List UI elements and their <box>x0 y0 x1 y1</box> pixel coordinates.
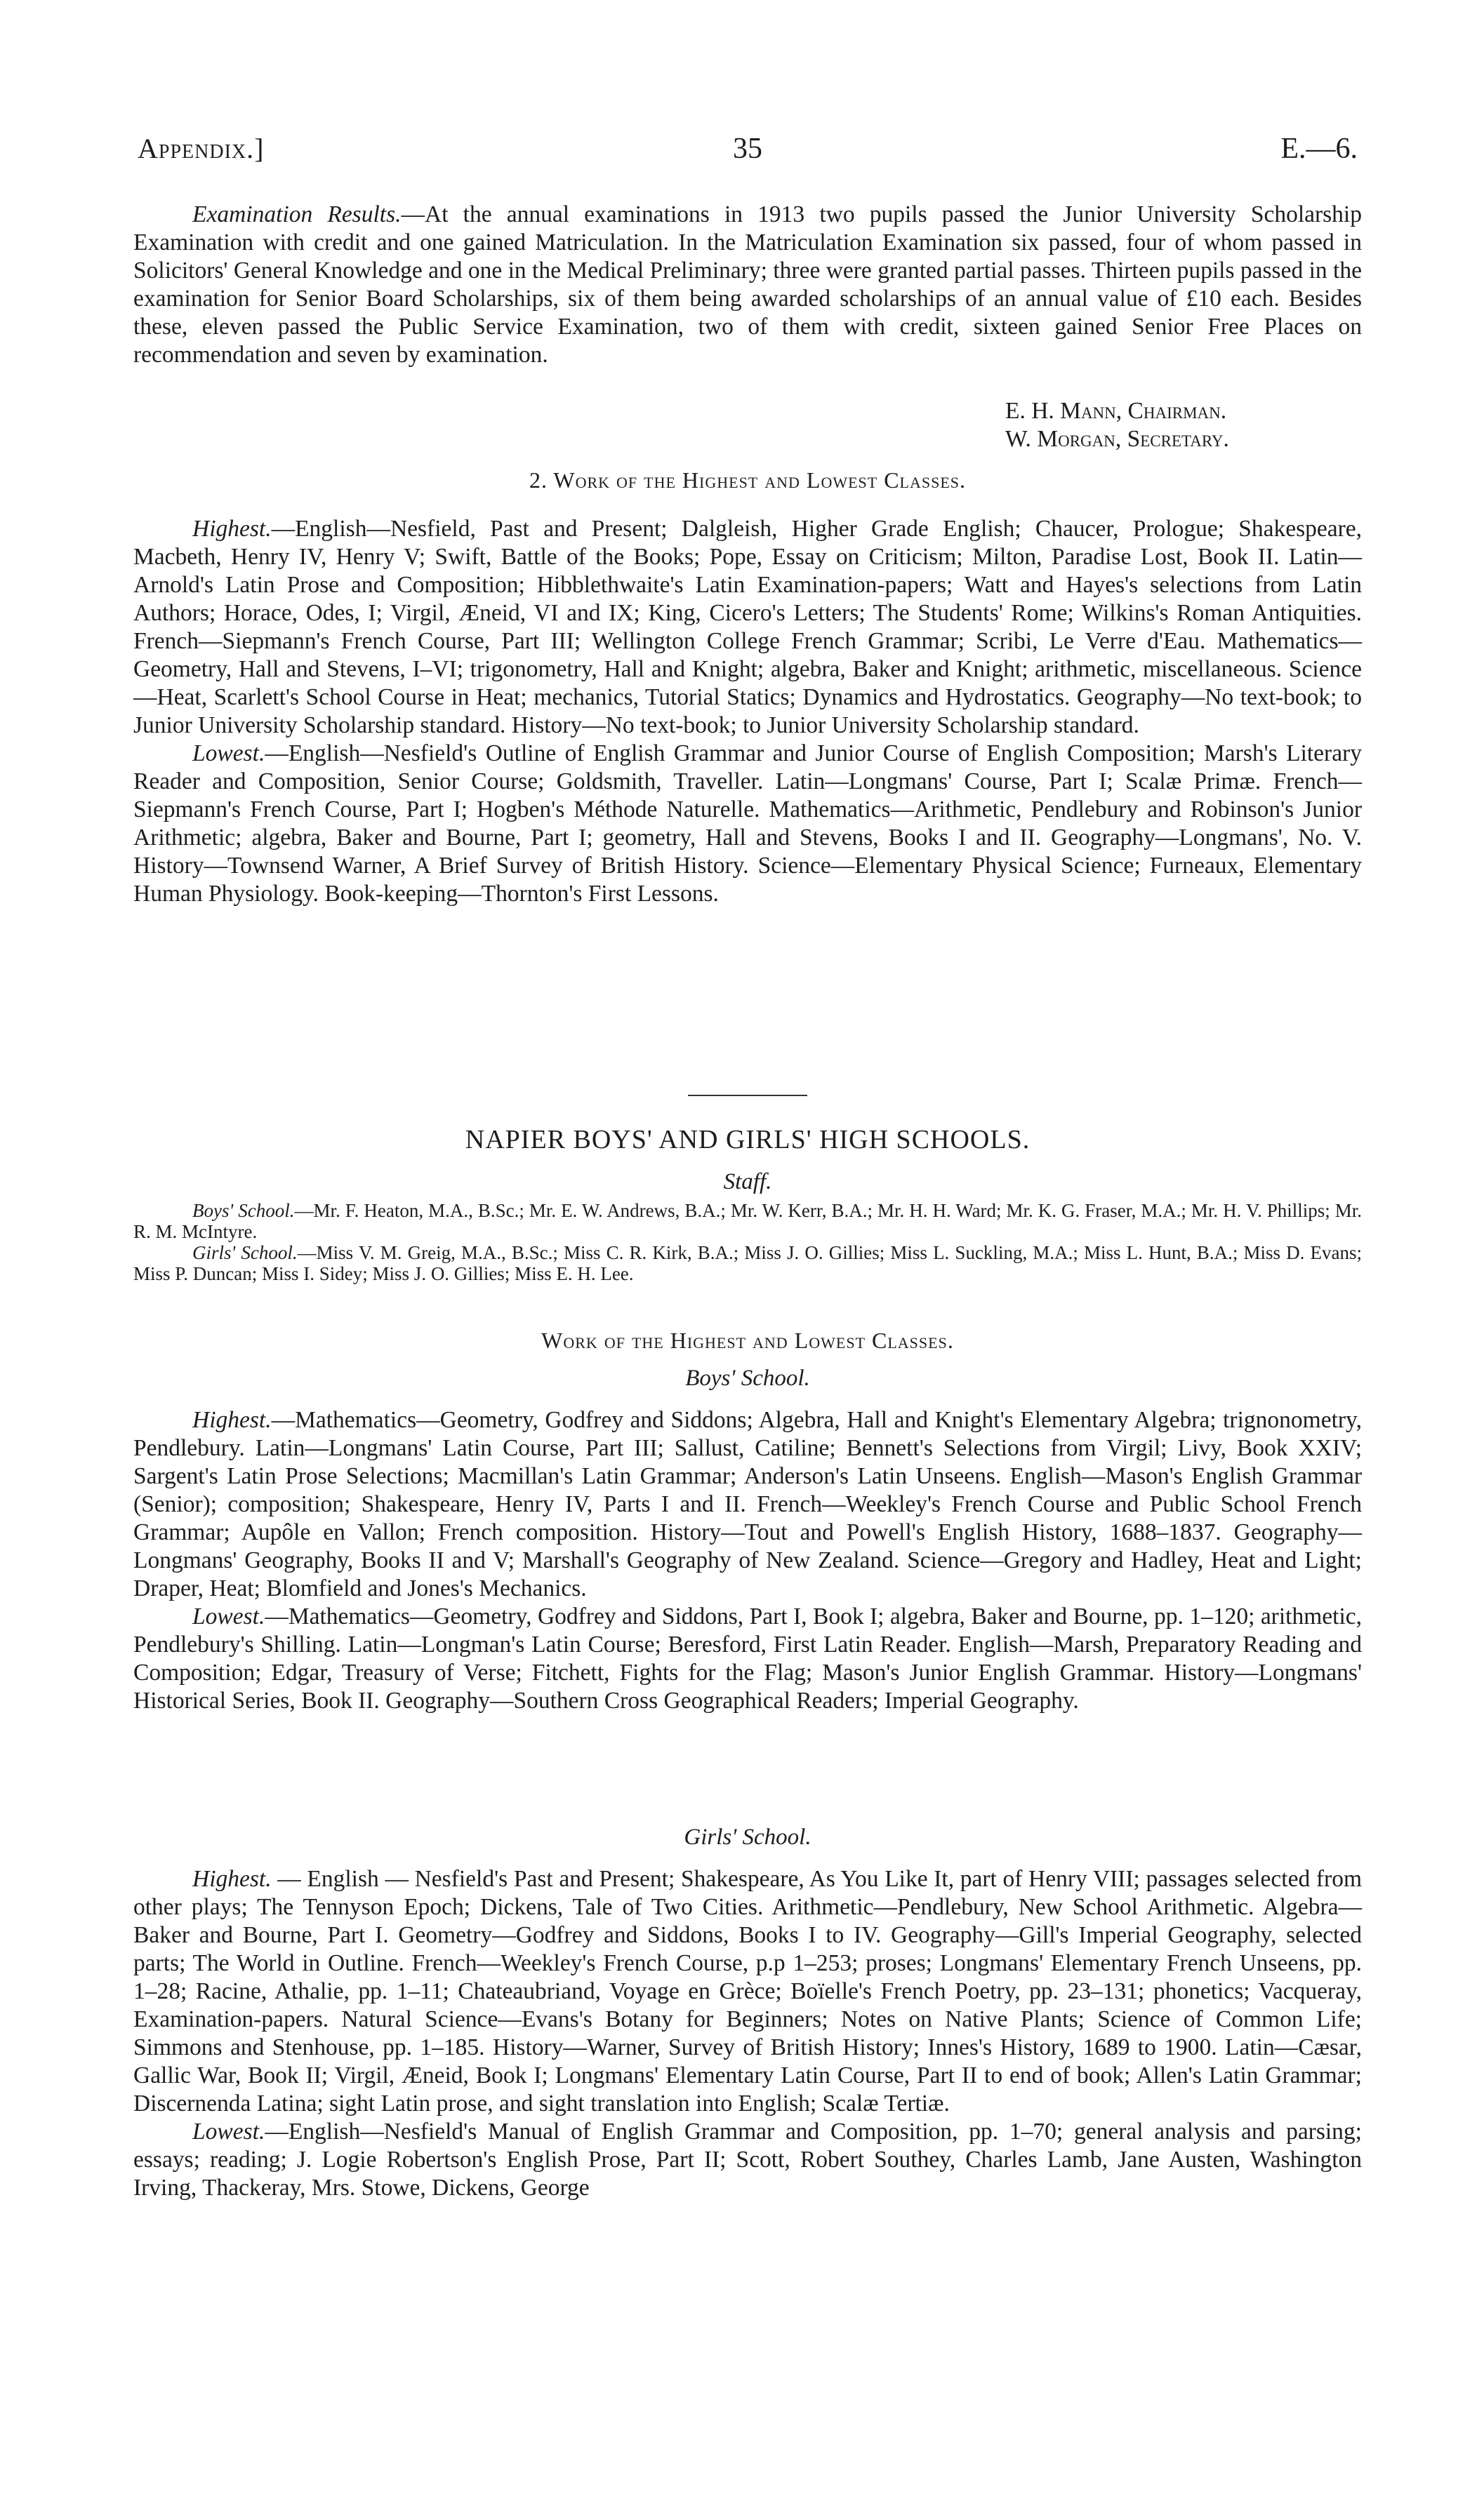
boys-lowest-label: Lowest. <box>192 1604 265 1629</box>
napier-title: NAPIER BOYS' AND GIRLS' HIGH SCHOOLS. <box>465 1125 1031 1154</box>
girls-lowest-label: Lowest. <box>192 2119 265 2145</box>
girls-lowest <box>133 2118 1362 2202</box>
boys-highest-text: —Mathematics—Geometry, Godfrey and Siddons; Algebra, Hall and Knight's Elementary Algebra; trignonometry, Pendlebury. Latin—Longmans' Latin Course, Part III; Sallust, Catiline; Bennett's Selections from Virgil; Livy, Book XXIV; Sargent's Latin Prose Selections; Macmillan's Latin Grammar; Anderson's Latin Unseens. English—Mason's English Grammar (Senior); composition; Shakespeare, Henry IV, Parts I and II. French—Weekley's French Course and Public School French Grammar; Aupôle en Vallon; French composition. History—Tout and Powell's English History, 1688–1837. Geography—Longmans' Geography, Books II and V; Marshall's Geography of New Zealand. Science—Gregory and Hadley, Heat and Light; Draper, Heat; Blomfield and Jones's Mechanics. <box>133 1407 1362 1601</box>
chairman-signature: E. H. Mann, Chairman. <box>1005 398 1227 424</box>
boys-staff <box>133 1200 1362 1242</box>
girls-highest-text: — English — Nesfield's Past and Present; Shakespeare, As You Like It, part of Henry VIII; passages selected from other plays; The Tennyson Epoch; Dickens, Tale of Two Cities. Arithmetic—Pendlebury, New School Arithmetic. Algebra—Baker and Bourne, Part I. Geometry—Godfrey and Siddons, Books I to IV. Geography—Gill's Imperial Geography, selected parts; The World in Outline. French—Weekley's French Course, p.p 1–253; proses; Longmans' Elementary French Unseens, pp. 1–28; Racine, Athalie, pp. 1–11; Chateaubriand, Voyage en Grèce; Boïelle's French Poetry, pp. 23–131; phonetics; Vacqueray, Examination-papers. Natural Science—Evans's Botany for Beginners; Notes on Native Plants; Science of Common Life; Simmons and Stenhouse, pp. 1–185. History—Warner, Survey of British History; Innes's History, 1689 to 1900. Latin—Cæsar, Gallic War, Book II; Virgil, Æneid, Book I; Longmans' Elementary Latin Course, Part II to end of book; Allen's Latin Grammar; Discernenda Latina; sight Latin prose, and sight translation into English; Scalæ Tertiæ. <box>133 1866 1362 2116</box>
napier-section <box>133 1124 1362 1155</box>
boys-school-body <box>133 1406 1362 1715</box>
lowest-text: —English—Nesfield's Outline of English Grammar and Junior Course of English Composition; Marsh's Literary Reader and Composition, Senior Course; Goldsmith, Traveller. Latin—Longmans' Course, Part I; Scalæ Primæ. French—Siepmann's French Course, Part I; Hogben's Méthode Naturelle. Mathematics—Arithmetic, Pendlebury and Robinson's Junior Arithmetic; algebra, Baker and Bourne, Part I; geometry, Hall and Stevens, Books I and II. Geography—Longmans', No. V. History—Townsend Warner, A Brief Survey of British History. Science—Elementary Physical Science; Furneaux, Elementary Human Physiology. Book-keeping—Thornton's First Lessons. <box>133 740 1362 907</box>
girls-lowest-text: —English—Nesfield's Manual of English Grammar and Composition, pp. 1–70; general analysis and parsing; essays; reading; J. Logie Robertson's English Prose, Part II; Scott, Robert Southey, Charles Lamb, Jane Austen, Washington Irving, Thackeray, Mrs. Stowe, Dickens, George <box>133 2119 1362 2201</box>
exam-results-label: Examination Results. <box>192 201 402 227</box>
section-2 <box>133 467 1362 493</box>
header-left: Appendix.] <box>138 133 265 164</box>
section-divider <box>688 1095 807 1096</box>
staff-list <box>133 1200 1362 1284</box>
signature-block <box>133 397 1362 453</box>
boys-staff-text: —Mr. F. Heaton, M.A., B.Sc.; Mr. E. W. Andrews, B.A.; Mr. W. Kerr, B.A.; Mr. H. H. Ward; Mr. K. G. Fraser, M.A.; Mr. H. V. Phillips; Mr. R. M. McIntyre. <box>133 1200 1362 1242</box>
work-heading: Work of the Highest and Lowest Classes. <box>541 1328 954 1353</box>
boys-lowest-text: —Mathematics—Geometry, Godfrey and Siddons, Part I, Book I; algebra, Baker and Bourne, pp. 1–120; arithmetic, Pendlebury's Shilling. Latin—Longman's Latin Course; Beresford, First Latin Reader. English—Marsh, Preparatory Reading and Composition; Edgar, Treasury of Verse; Fitchett, Fights for the Flag; Mason's Junior English Grammar. History—Longmans' Historical Series, Book II. Geography—Southern Cross Geographical Readers; Imperial Geography. <box>133 1604 1362 1714</box>
section-2-heading: 2. Work of the Highest and Lowest Classes. <box>529 467 967 493</box>
secretary-signature: W. Morgan, Secretary. <box>1005 426 1229 452</box>
girls-highest <box>133 1865 1362 2118</box>
highest-text: —English—Nesfield, Past and Present; Dalgleish, Higher Grade English; Chaucer, Prologue; Shakespeare, Macbeth, Henry IV, Henry V; Swift, Battle of the Books; Pope, Essay on Criticism; Milton, Paradise Lost, Book II. Latin—Arnold's Latin Prose and Composition; Hibblethwaite's Latin Examination-papers; Watt and Hayes's selections from Latin Authors; Horace, Odes, I; Virgil, Æneid, VI and IX; King, Cicero's Letters; The Students' Rome; Wilkins's Roman Antiquities. French—Siepmann's French Course, Part III; Wellington College French Grammar; Scribi, Le Verre d'Eau. Mathematics—Geometry, Hall and Stevens, I–VI; trigonometry, Hall and Knight; algebra, Baker and Knight; arithmetic, miscellaneous. Science—Heat, Scarlett's School Course in Heat; mechanics, Tutorial Statics; Dynamics and Hydrostatics. Geography—No text-book; to Junior University Scholarship standard. History—No text-book; to Junior University Scholarship standard. <box>133 516 1362 738</box>
exam-results-section <box>133 201 1362 369</box>
girls-school-heading: Girls' School. <box>684 1825 811 1850</box>
girls-highest-label: Highest. <box>192 1866 272 1892</box>
staff-heading: Staff. <box>723 1169 772 1194</box>
section-2-highest <box>133 515 1362 740</box>
section-2-body <box>133 515 1362 908</box>
highest-label: Highest. <box>192 516 272 542</box>
boys-highest-label: Highest. <box>192 1407 272 1433</box>
lowest-label: Lowest. <box>192 740 265 766</box>
page-number: 35 <box>733 133 762 165</box>
girls-staff-text: —Miss V. M. Greig, M.A., B.Sc.; Miss C. R. Kirk, B.A.; Miss J. O. Gillies; Miss L. Suckling, M.A.; Miss L. Hunt, B.A.; Miss D. Evans; Miss P. Duncan; Miss I. Sidey; Miss J. O. Gillies; Miss E. H. Lee. <box>133 1242 1362 1284</box>
exam-results-paragraph <box>133 201 1362 369</box>
boys-lowest <box>133 1603 1362 1715</box>
page-header <box>138 132 1358 174</box>
girls-school-body <box>133 1865 1362 2202</box>
boys-staff-label: Boys' School. <box>192 1200 295 1221</box>
section-2-lowest <box>133 740 1362 908</box>
exam-results-text: —At the annual examinations in 1913 two pupils passed the Junior University Scholarship Examination with credit and one gained Matriculation. In the Matriculation Examination six passed, four of whom passed in Solicitors' General Knowledge and one in the Medical Preliminary; three were granted partial passes. Thirteen pupils passed in the examination for Senior Board Scholarships, six of them being awarded scholarships of an annual value of £10 each. Besides these, eleven passed the Public Service Examination, two of them with credit, sixteen gained Senior Free Places on recommendation and seven by examination. <box>133 201 1362 368</box>
girls-staff <box>133 1242 1362 1284</box>
boys-school-heading: Boys' School. <box>685 1366 810 1391</box>
header-right: E.—6. <box>1280 133 1358 165</box>
girls-staff-label: Girls' School. <box>192 1242 298 1263</box>
boys-highest <box>133 1406 1362 1603</box>
